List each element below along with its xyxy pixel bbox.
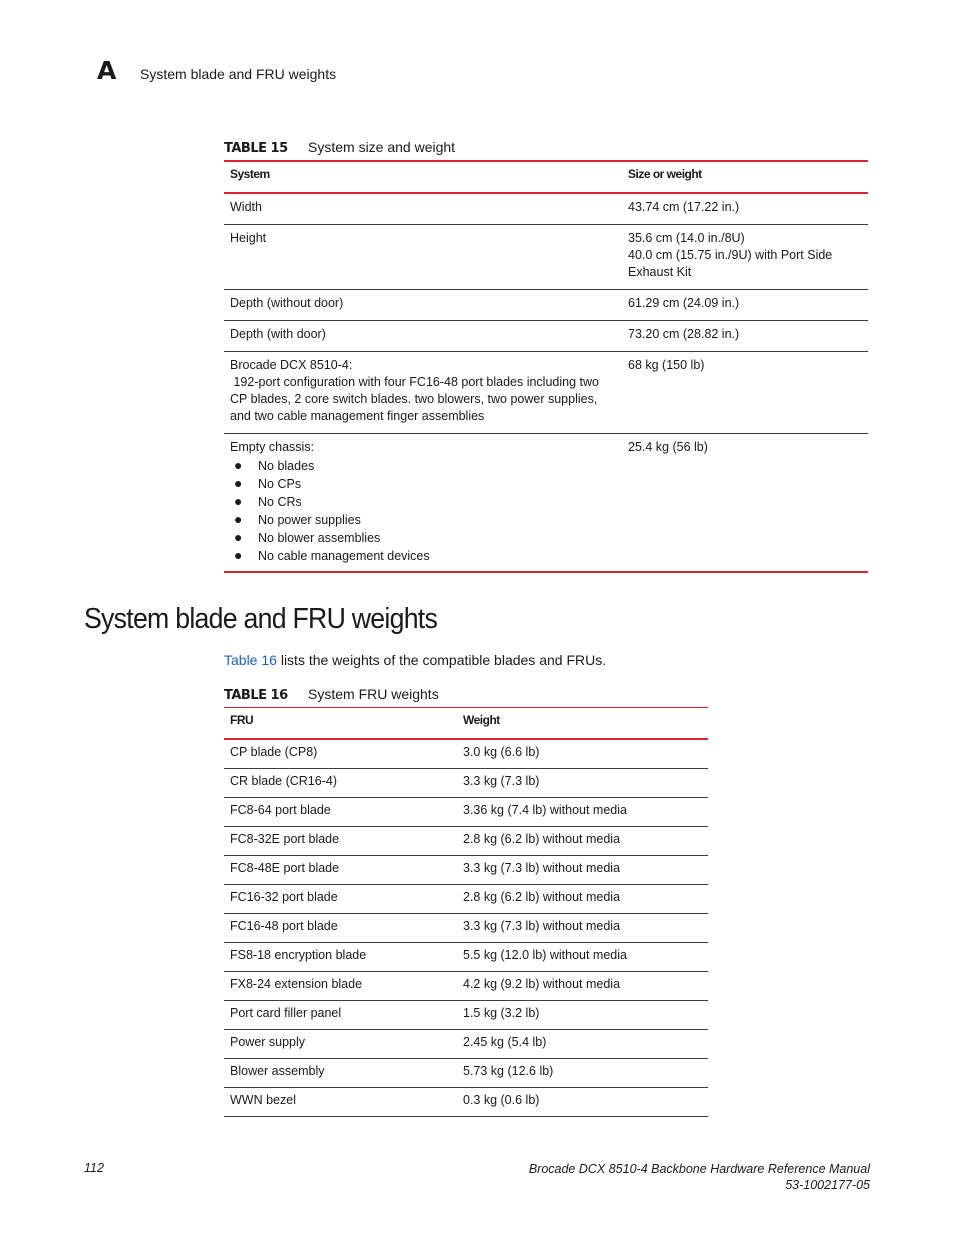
column-header-fru: FRU <box>224 708 457 740</box>
value-cell <box>622 321 868 352</box>
bullet-icon: ● <box>234 475 243 491</box>
list-item <box>230 475 616 493</box>
fru-cell: Power supply <box>224 1030 457 1059</box>
intro-text: lists the weights of the compatible blades and FRUs. <box>276 652 607 668</box>
cell-text: 61.29 cm (24.09 in.) <box>628 296 740 310</box>
fru-cell: FC8-64 port blade <box>224 798 457 827</box>
cell-text: Brocade DCX 8510-4: <box>230 358 353 372</box>
table-row <box>224 225 868 290</box>
fru-cell: WWN bezel <box>224 1088 457 1117</box>
weight-cell: 2.45 kg (5.4 lb) <box>457 1030 708 1059</box>
cell-text: Height <box>230 231 267 245</box>
table-row <box>224 352 868 434</box>
bullet-icon: ● <box>234 547 243 563</box>
table-row <box>224 1001 708 1030</box>
table-header-row <box>224 708 708 740</box>
table-row <box>224 434 868 573</box>
table-15-title: System size and weight <box>308 139 456 155</box>
cell-text: 192-port configuration with four FC16-48 port blades including two CP blades, 2 core switch blades. two blowers, two power supplies, and two cable management finger assemblies <box>230 375 603 423</box>
table-16-title: System FRU weights <box>308 686 439 702</box>
cell-text: Depth (without door) <box>230 296 344 310</box>
list-item-text: No cable management devices <box>258 549 430 563</box>
list-item-text: No blower assemblies <box>258 531 381 545</box>
system-fru-weights-table <box>224 707 708 1117</box>
list-item-text: No CRs <box>258 495 302 509</box>
table-row <box>224 321 868 352</box>
fru-cell: FC8-48E port blade <box>224 856 457 885</box>
section-heading: System blade and FRU weights <box>84 603 438 635</box>
system-cell <box>224 321 622 352</box>
cell-text: 40.0 cm (15.75 in./9U) with Port Side Exhaust Kit <box>628 248 833 279</box>
table-row <box>224 193 868 225</box>
table-15-label: TABLE 15 <box>224 141 288 156</box>
table-header-row <box>224 161 868 193</box>
value-cell <box>622 193 868 225</box>
system-cell <box>224 434 622 573</box>
weight-cell: 1.5 kg (3.2 lb) <box>457 1001 708 1030</box>
column-header-system: System <box>224 161 622 193</box>
weight-cell: 3.0 kg (6.6 lb) <box>457 739 708 769</box>
value-cell <box>622 434 868 573</box>
cell-text: Width <box>230 200 262 214</box>
cell-text: 73.20 cm (28.82 in.) <box>628 327 740 341</box>
weight-cell: 3.3 kg (7.3 lb) <box>457 769 708 798</box>
value-cell <box>622 225 868 290</box>
table-row <box>224 972 708 1001</box>
table-row <box>224 914 708 943</box>
intro-paragraph <box>224 651 606 669</box>
table-row <box>224 1088 708 1117</box>
value-cell <box>622 352 868 434</box>
weight-cell: 3.36 kg (7.4 lb) without media <box>457 798 708 827</box>
list-item <box>230 547 616 565</box>
table-row <box>224 739 708 769</box>
list-item <box>230 529 616 547</box>
weight-cell: 4.2 kg (9.2 lb) without media <box>457 972 708 1001</box>
table-16-link[interactable]: Table 16 <box>224 652 277 668</box>
table-row <box>224 769 708 798</box>
list-item <box>230 457 616 475</box>
page-number: 112 <box>84 1161 104 1175</box>
bullet-list <box>230 457 616 565</box>
fru-cell: Blower assembly <box>224 1059 457 1088</box>
fru-cell: CP blade (CP8) <box>224 739 457 769</box>
fru-cell: Port card filler panel <box>224 1001 457 1030</box>
system-cell <box>224 290 622 321</box>
chapter-letter: A <box>97 56 117 85</box>
list-item-text: No CPs <box>258 477 302 491</box>
table-row <box>224 943 708 972</box>
table-row <box>224 1030 708 1059</box>
cell-text: Empty chassis: <box>230 440 315 454</box>
list-item <box>230 493 616 511</box>
manual-title: Brocade DCX 8510-4 Backbone Hardware Reference Manual <box>528 1162 870 1176</box>
table-16-caption <box>224 685 439 705</box>
fru-cell: FS8-18 encryption blade <box>224 943 457 972</box>
system-cell <box>224 352 622 434</box>
cell-text: 25.4 kg (56 lb) <box>628 440 708 454</box>
system-cell <box>224 193 622 225</box>
cell-text: 35.6 cm (14.0 in./8U) <box>628 231 745 245</box>
list-item-text: No power supplies <box>258 513 361 527</box>
table-row <box>224 290 868 321</box>
list-item-text: No blades <box>258 459 315 473</box>
weight-cell: 0.3 kg (0.6 lb) <box>457 1088 708 1117</box>
value-cell <box>622 290 868 321</box>
weight-cell: 5.73 kg (12.6 lb) <box>457 1059 708 1088</box>
weight-cell: 2.8 kg (6.2 lb) without media <box>457 885 708 914</box>
cell-text: Depth (with door) <box>230 327 326 341</box>
column-header-size-or-weight: Size or weight <box>622 161 868 193</box>
bullet-icon: ● <box>234 457 243 473</box>
bullet-icon: ● <box>234 493 243 509</box>
table-16-label: TABLE 16 <box>224 688 288 703</box>
weight-cell: 2.8 kg (6.2 lb) without media <box>457 827 708 856</box>
cell-text: 68 kg (150 lb) <box>628 358 705 372</box>
system-size-weight-table <box>224 160 868 573</box>
table-row <box>224 827 708 856</box>
weight-cell: 3.3 kg (7.3 lb) without media <box>457 914 708 943</box>
list-item <box>230 511 616 529</box>
running-title: System blade and FRU weights <box>140 66 337 82</box>
fru-cell: FC8-32E port blade <box>224 827 457 856</box>
fru-cell: FX8-24 extension blade <box>224 972 457 1001</box>
document-number: 53-1002177-05 <box>785 1178 870 1192</box>
table-row <box>224 856 708 885</box>
table-row <box>224 798 708 827</box>
fru-cell: FC16-32 port blade <box>224 885 457 914</box>
bullet-icon: ● <box>234 511 243 527</box>
system-cell <box>224 225 622 290</box>
weight-cell: 3.3 kg (7.3 lb) without media <box>457 856 708 885</box>
table-row <box>224 1059 708 1088</box>
column-header-weight: Weight <box>457 708 708 740</box>
cell-text: 43.74 cm (17.22 in.) <box>628 200 740 214</box>
table-row <box>224 885 708 914</box>
weight-cell: 5.5 kg (12.0 lb) without media <box>457 943 708 972</box>
table-15-caption <box>224 138 455 158</box>
bullet-icon: ● <box>234 529 243 545</box>
fru-cell: FC16-48 port blade <box>224 914 457 943</box>
fru-cell: CR blade (CR16-4) <box>224 769 457 798</box>
footer-document-info <box>529 1161 870 1193</box>
